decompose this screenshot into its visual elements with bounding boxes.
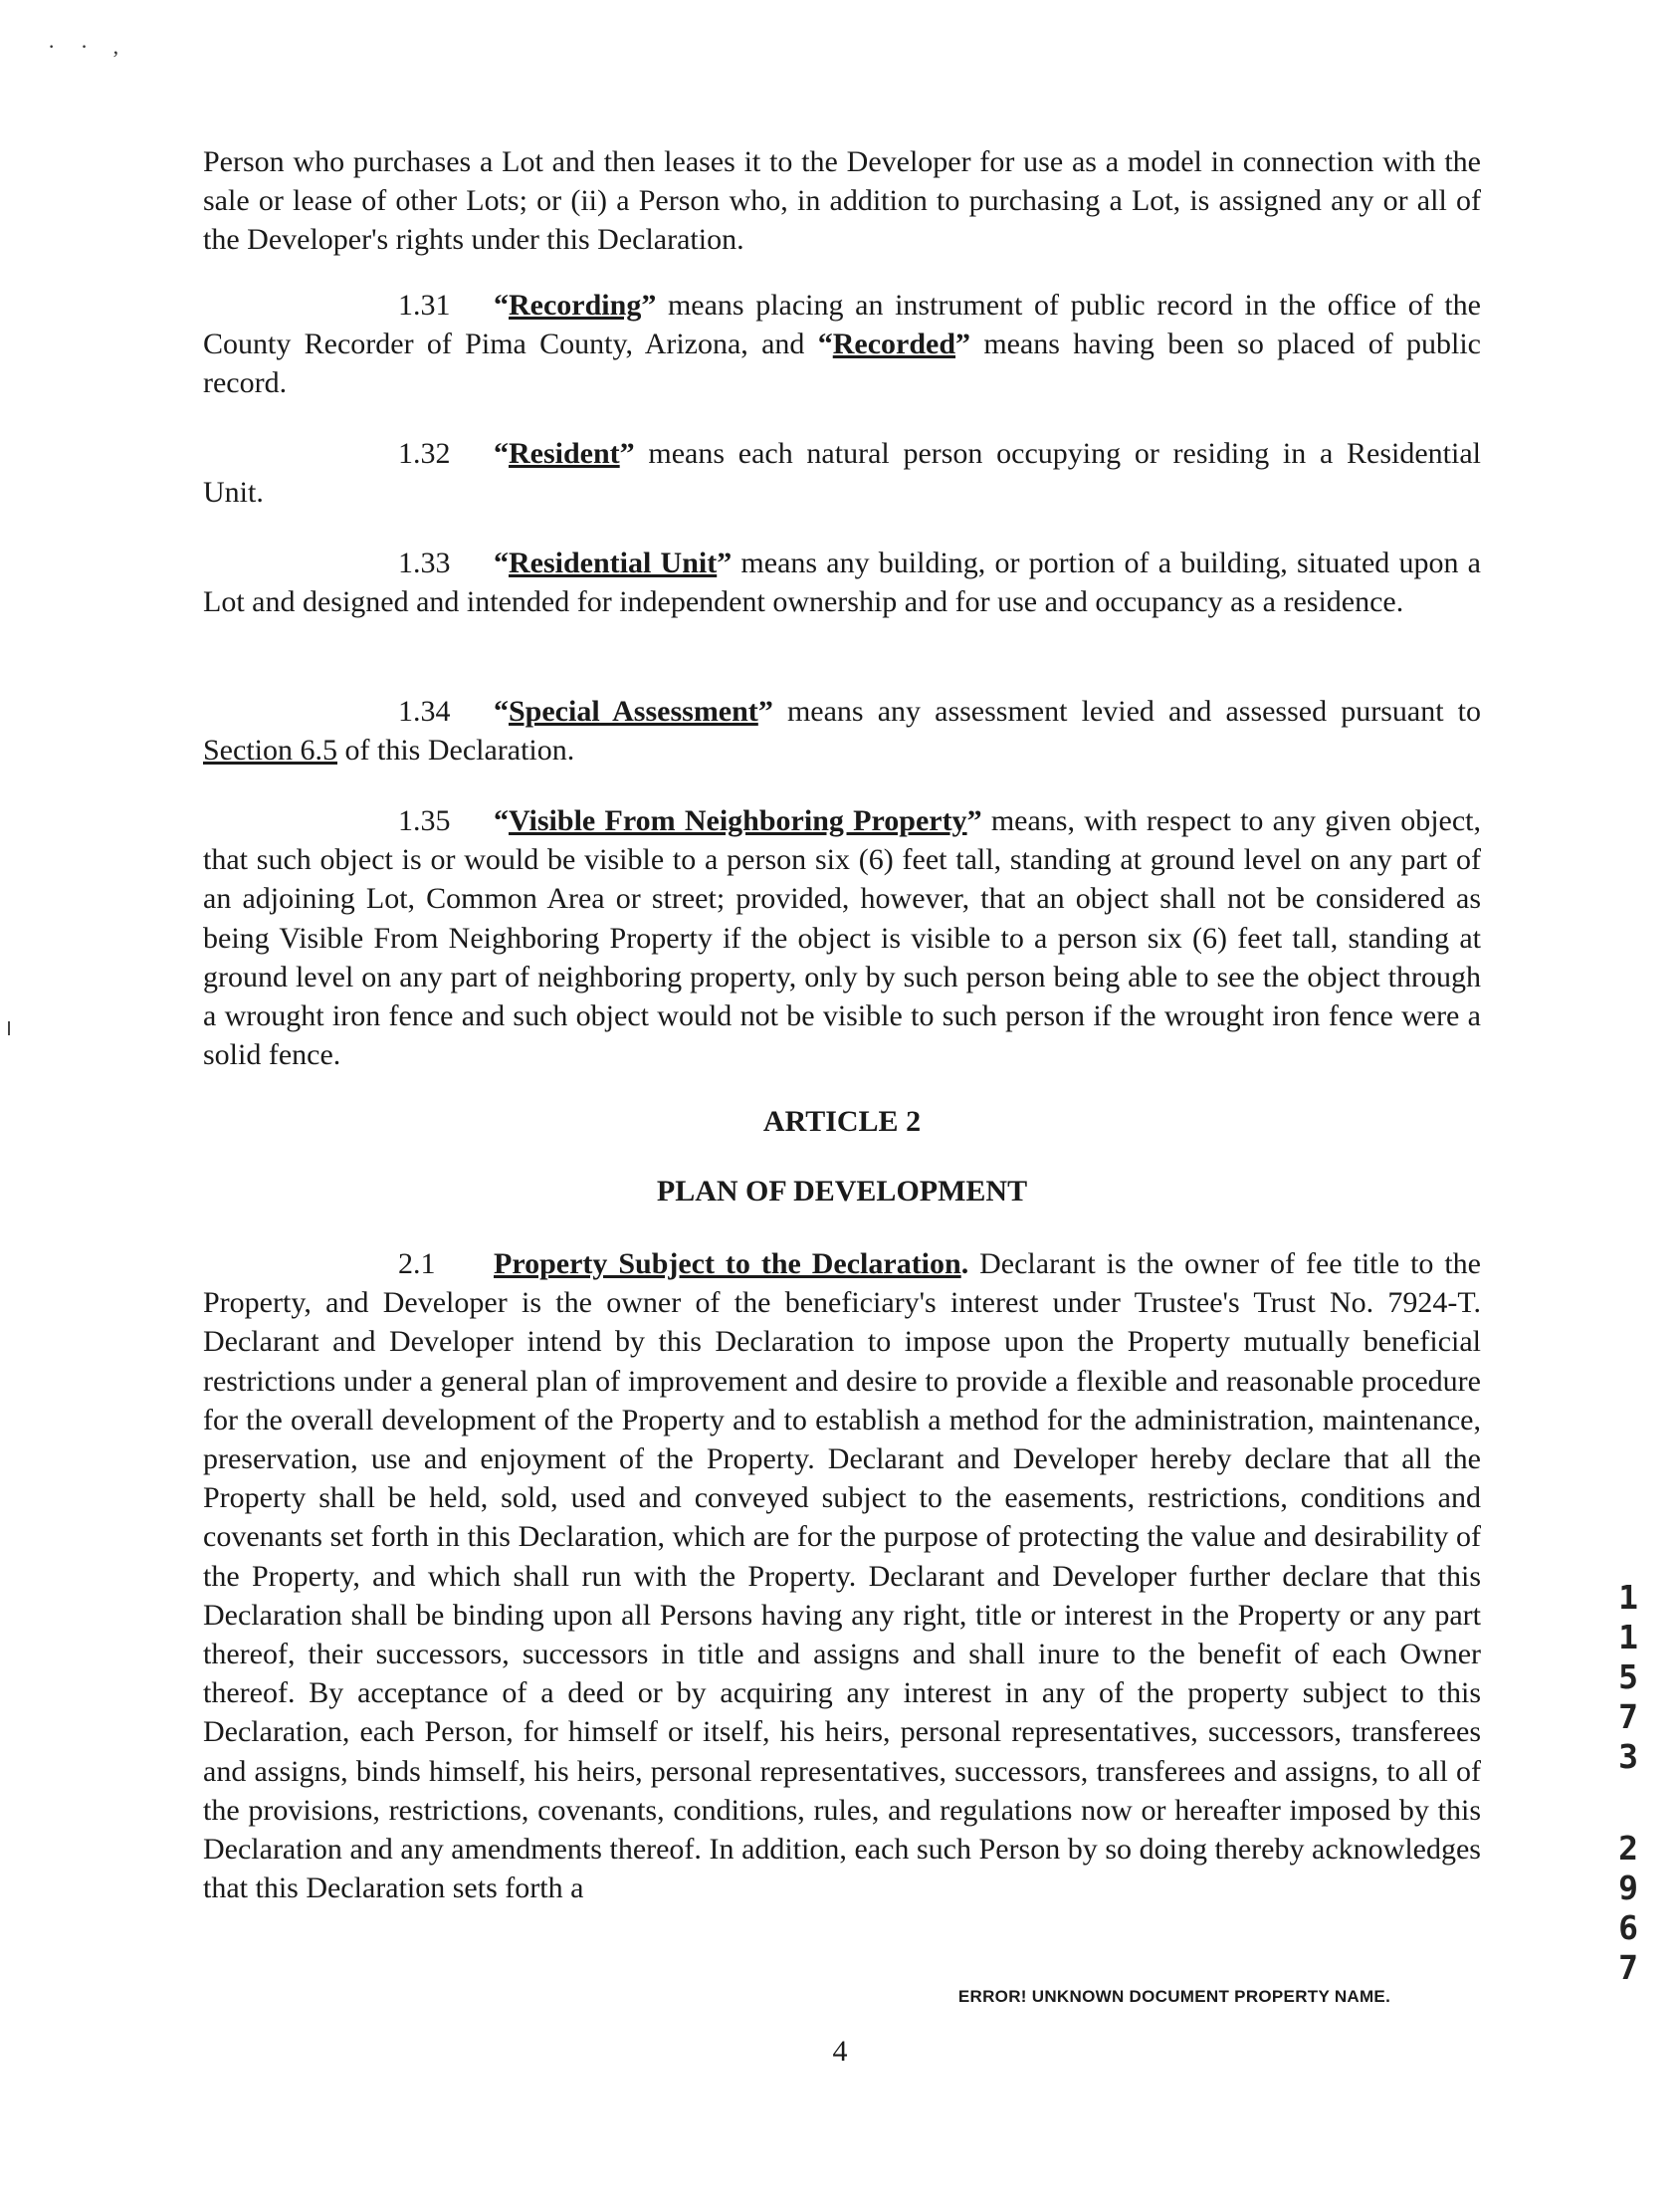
defined-term: Resident [509, 437, 620, 470]
definition-1-33: 1.33 “Residential Unit” means any building, or portion of a building, situated upon a Lot and designed and intended for independent ownership and for use and occupancy as a residence. [203, 544, 1481, 621]
defined-term: Residential Unit [509, 547, 718, 579]
section-reference: Section 6.5 [203, 734, 337, 768]
defined-term: Special Assessment [509, 695, 758, 728]
section-number: 1.33 [398, 547, 451, 579]
defined-term: Visible From Neighboring Property [509, 804, 967, 837]
scan-margin-mark [8, 1021, 10, 1035]
section-number: 1.35 [398, 804, 451, 837]
definition-1-34: 1.34 “Special Assessment” means any assessment levied and assessed pursuant to Section 6.5 of this Declaration. [203, 692, 1481, 770]
section-number: 2.1 [398, 1247, 436, 1280]
page-number: 4 [832, 2035, 848, 2068]
section-2-1: 2.1 Property Subject to the Declaration. Declarant is the owner of fee title to the Property, and Developer is the owner of the beneficiary's interest under Trustee's Trust No. 7924-T. Declarant and Developer intend by this Declaration to impose upon the Property mutually beneficial restrictions under a general plan of improvement and desire to provide a flexible and reasonable procedure for the overall development of the Property and to establish a method for the administration, maintenance, preservation, use and enjoyment of the Property. Declarant and Developer hereby declare that all the Property shall be held, sold, used and conveyed subject to the easements, restrictions, conditions and covenants set forth in this Declaration, which are for the purpose of protecting the value and desirability of the Property, and which shall run with the Property. Declarant and Developer further declare that this Declaration shall be binding upon all Persons having any right, title or interest in the Property or any part thereof, their successors, successors in title and assigns and shall inure to the benefit of each Owner thereof. By acceptance of a deed or by acquiring any interest in any of the property subject to this Declaration, each Person, for himself or itself, his heirs, personal representatives, successors, transferees and assigns, binds himself, his heirs, personal representatives, successors, transferees and assigns, to all of the provisions, restrictions, covenants, conditions, rules, and regulations now or hereafter imposed by this Declaration and any amendments thereof. In addition, each such Person by so doing thereby acknowledges that this Declaration sets forth a [203, 1244, 1481, 1907]
defined-term: Recording [509, 289, 642, 322]
article-title: PLAN OF DEVELOPMENT [656, 1175, 1028, 1208]
continued-paragraph: Person who purchases a Lot and then leases it to the Developer for use as a model in connection with the sale or lease of other Lots; or (ii) a Person who, in addition to purchasing a Lot, is assigned any or all of the Developer's rights under this Declaration. [203, 145, 1481, 257]
section-heading: Property Subject to the Declaration [494, 1247, 961, 1280]
recording-stamp-number: 1 1 5 7 3 2 9 6 7 [1618, 1578, 1638, 1987]
definition-1-32: 1.32 “Resident” means each natural person occupying or residing in a Residential Unit. [203, 434, 1481, 512]
definition-1-31: 1.31 “Recording” means placing an instrument of public record in the office of the County Recorder of Pima County, Arizona, and “Recorded” means having been so placed of public record. [203, 286, 1481, 403]
section-number: 1.31 [398, 289, 451, 322]
scan-specks: · · , [48, 34, 129, 59]
footer-field-error: ERROR! UNKNOWN DOCUMENT PROPERTY NAME. [957, 1987, 1391, 2006]
article-label: ARTICLE 2 [762, 1105, 922, 1138]
section-number: 1.34 [398, 695, 451, 728]
section-number: 1.32 [398, 437, 451, 470]
definition-1-35: 1.35 “Visible From Neighboring Property” means, with respect to any given object, that such object is or would be visible to a person six (6) feet tall, standing at ground level on any part of an adjoining Lot, Common Area or street; provided, however, that an object shall not be considered as being Visible From Neighboring Property if the object is visible to a person six (6) feet tall, standing at ground level on any part of neighboring property, only by such person being able to see the object through a wrought iron fence and such object would not be visible to such person if the wrought iron fence were a solid fence. [203, 801, 1481, 1074]
defined-term: Recorded [832, 328, 956, 361]
